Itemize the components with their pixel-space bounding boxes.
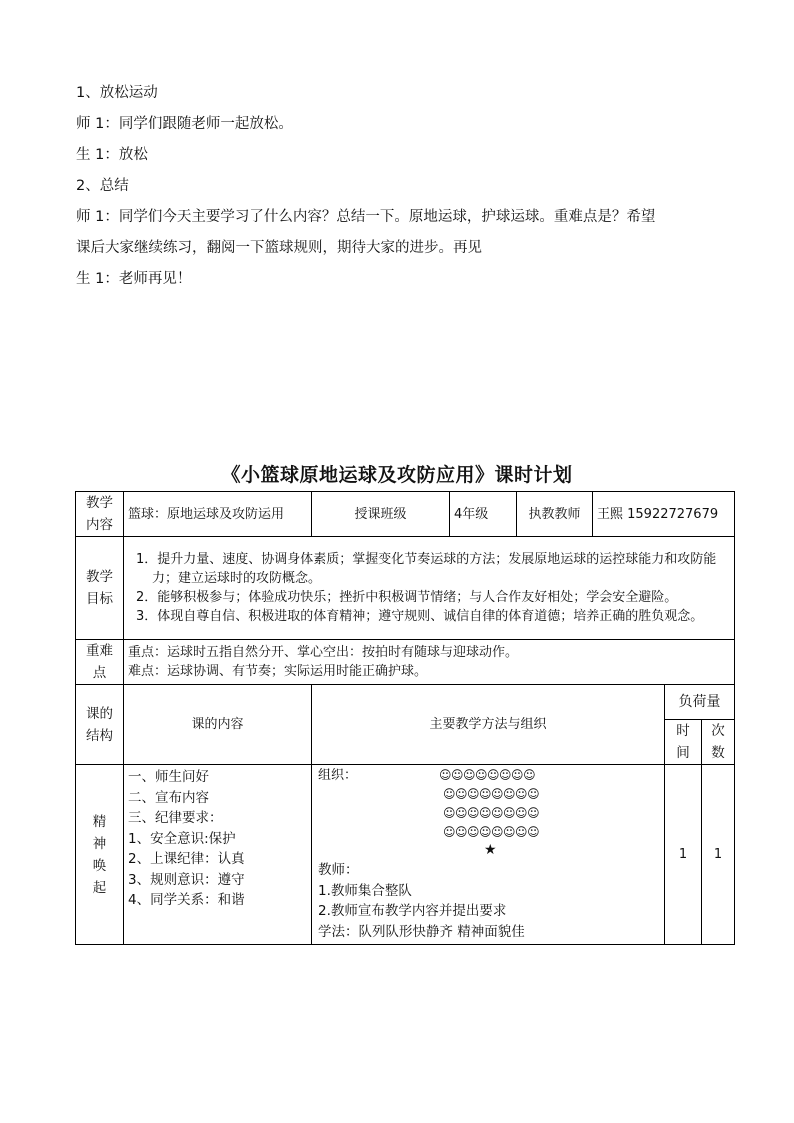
- goals-label: 教学 目标: [76, 537, 124, 640]
- formation-diagram: [318, 766, 660, 860]
- difficult-point: 难点：运球协调、有节奏；实际运用时能正确护球。: [128, 664, 428, 679]
- lesson-plan-title: 《小篮球原地运球及攻防应用》课时计划: [221, 464, 573, 486]
- load-header: 负荷量: [665, 685, 735, 720]
- row-content: [76, 492, 735, 537]
- key-point: 重点：运球时五指自然分开、掌心空出：按拍时有随球与迎球动作。: [128, 645, 519, 660]
- formation-row-1: ☺☺☺☺☺☺☺☺: [439, 768, 536, 782]
- intro-line-5: 师 1：同学们今天主要学习了什么内容？总结一下。原地运球，护球运球。重难点是？希望: [76, 209, 656, 225]
- class-label: 授课班级: [312, 492, 450, 537]
- section-method: [312, 765, 665, 945]
- intro-line-2: 师 1：同学们跟随老师一起放松。: [76, 116, 293, 132]
- teacher-star-icon: ★: [484, 842, 497, 858]
- intro-line-6: 课后大家继续练习，翻阅一下篮球规则，期待大家的进步。再见: [76, 240, 482, 256]
- content-line: 1、安全意识:保护: [128, 830, 236, 847]
- teacher-value: 王熙 15922727679: [593, 492, 735, 537]
- structure-header: 课的 结构: [76, 685, 124, 765]
- goal-item-3: 3．体现自尊自信、积极进取的体育精神；遵守规则、诚信自律的体育道德；培养正确的胜负观念。: [136, 609, 704, 624]
- class-value: 4年级: [450, 492, 517, 537]
- content-line: 4、同学关系：和谐: [128, 892, 245, 908]
- content-header: 课的内容: [124, 685, 312, 765]
- teacher-label: 执教教师: [517, 492, 593, 537]
- row-header-top: [76, 685, 735, 720]
- time-header: 时 间: [665, 720, 702, 765]
- intro-line-4: 2、总结: [76, 178, 129, 194]
- section-count: 1: [702, 765, 735, 945]
- intro-line-1: 1、放松运动: [76, 85, 158, 101]
- method-text: [318, 860, 660, 942]
- row-goals: [76, 537, 735, 640]
- row-keypoints: [76, 640, 735, 685]
- method-line: 教师：: [318, 862, 359, 878]
- content-line: 3、规则意识：遵守: [128, 871, 245, 888]
- lesson-plan-table: [75, 491, 735, 945]
- keypoints-text: [124, 640, 735, 685]
- goal-item-1: 1．提升力量、速度、协调身体素质；掌握变化节奏运球的方法；发展原地运球的运控球能力和攻防能力；建立运球时的攻防概念。: [136, 552, 717, 586]
- row-section: [76, 765, 735, 945]
- method-line: 2.教师宣布教学内容并提出要求: [318, 903, 507, 919]
- content-value: 篮球：原地运球及攻防运用: [124, 492, 312, 537]
- intro-line-7: 生 1：老师再见！: [76, 271, 192, 287]
- method-header: 主要教学方法与组织: [312, 685, 665, 765]
- org-label: 组织：: [318, 768, 358, 783]
- formation-row-2: ☺☺☺☺☺☺☺☺: [443, 787, 540, 801]
- goal-item-2: 2．能够积极参与；体验成功快乐；挫折中积极调节情绪；与人合作友好相处；学会安全避险。: [136, 590, 678, 605]
- content-line: 二、宣布内容: [128, 789, 209, 806]
- content-line: 2、上课纪律：认真: [128, 851, 245, 867]
- method-line: 1.教师集合整队: [318, 882, 412, 899]
- content-line: 三、纪律要求：: [128, 810, 223, 826]
- keypoints-label: 重难 点: [76, 640, 124, 685]
- formation-row-4: ☺☺☺☺☺☺☺☺: [443, 825, 540, 839]
- goals-list: [124, 537, 735, 640]
- section-time: 1: [665, 765, 702, 945]
- section-content: [124, 765, 312, 945]
- method-line: 学法：队列队形快静齐 精神面貌佳: [318, 923, 525, 940]
- count-header: 次 数: [702, 720, 735, 765]
- content-label: 教学 内容: [76, 492, 124, 537]
- content-line: 一、师生问好: [128, 769, 209, 785]
- section-name: 精 神 唤 起: [76, 765, 124, 945]
- intro-line-3: 生 1：放松: [76, 147, 148, 163]
- formation-row-3: ☺☺☺☺☺☺☺☺: [443, 806, 540, 820]
